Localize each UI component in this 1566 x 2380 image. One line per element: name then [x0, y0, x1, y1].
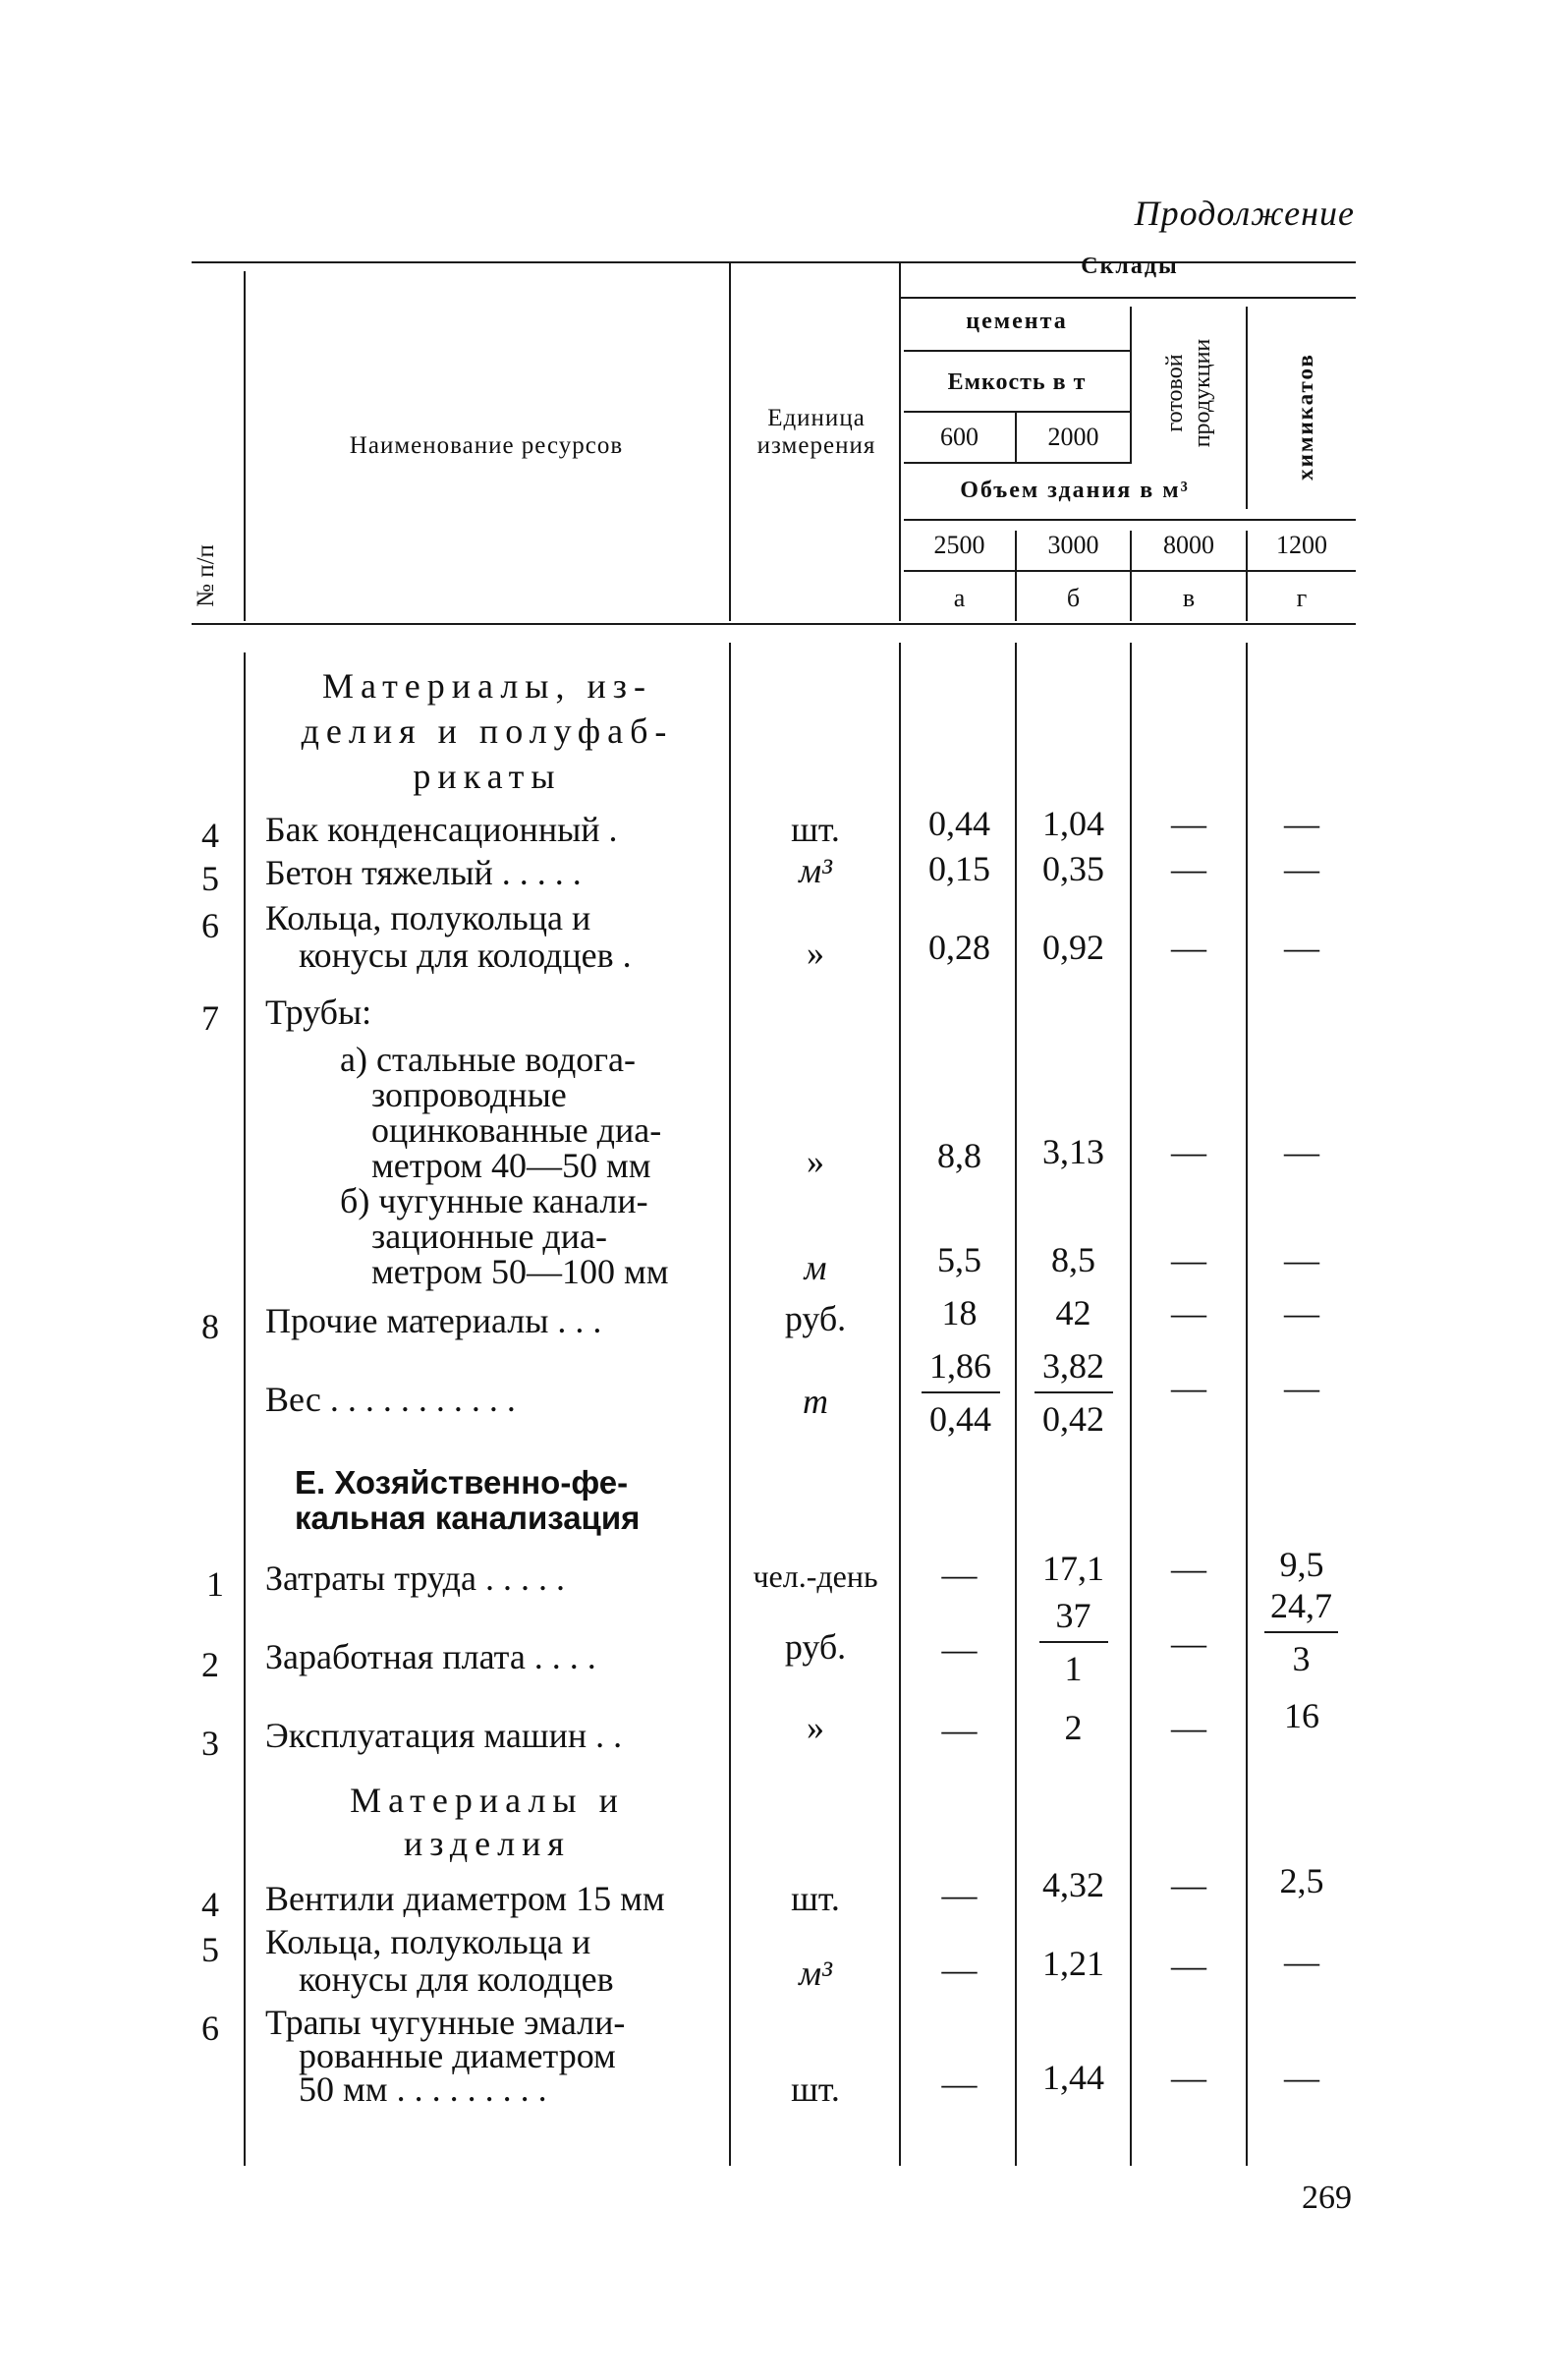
row-name: зопроводные [371, 1075, 567, 1114]
value-c: — [1171, 1623, 1206, 1663]
fraction-d [1250, 1586, 1353, 1678]
row-unit: м³ [799, 1954, 832, 1993]
warehouses-header: Склады [1081, 254, 1179, 279]
value-a: — [941, 1555, 978, 1594]
fraction-top: 3,82 [1042, 1346, 1104, 1386]
row-unit: м [804, 1248, 827, 1287]
column-letter-a: а [953, 584, 966, 612]
row-unit: м³ [799, 851, 832, 890]
fraction-bottom: 3 [1292, 1639, 1311, 1678]
value-a: 18 [941, 1293, 978, 1332]
value-a: — [941, 1950, 978, 1989]
row-name: 50 мм . . . . . . . . . [299, 2069, 547, 2109]
row-number: 6 [201, 906, 219, 945]
capacity-600: 600 [940, 423, 979, 451]
fraction-bottom: 0,44 [929, 1399, 991, 1439]
value-a: — [941, 1629, 978, 1669]
value-d: 2,5 [1279, 1861, 1324, 1900]
row-name: конусы для колодцев [299, 1959, 614, 1999]
row-name: Эксплуатация машин . . [265, 1716, 623, 1755]
row-unit: чел.-день [753, 1558, 878, 1594]
volume-c: 8000 [1163, 531, 1214, 559]
fraction-a [909, 1346, 1012, 1439]
row-number: 3 [201, 1724, 219, 1763]
value-d: — [1284, 1368, 1319, 1407]
value-d: — [1284, 1240, 1319, 1279]
value-c: — [1171, 849, 1206, 888]
col-header-number: № п/п [193, 544, 219, 607]
row-number: 1 [206, 1564, 224, 1604]
fraction-bottom: 0,42 [1042, 1399, 1104, 1439]
section-title-line: рикаты [413, 757, 562, 796]
row-name: Вес . . . . . . . . . . . [265, 1380, 516, 1419]
value-b: 1,21 [1042, 1944, 1104, 1983]
row-number: 6 [201, 2009, 219, 2048]
capacity-header: Емкость в т [947, 369, 1087, 395]
value-d: — [1284, 804, 1319, 843]
value-c: — [1171, 1132, 1206, 1171]
row-name: Затраты труда . . . . . [265, 1558, 565, 1598]
value-a: 0,44 [928, 804, 990, 843]
continuation-label: Продолжение [1134, 194, 1355, 233]
row-name: Прочие материалы . . . [265, 1301, 602, 1340]
row-name: Бетон тяжелый . . . . . [265, 853, 582, 892]
value-d: — [1284, 1293, 1319, 1332]
row-name: зационные диа- [371, 1217, 607, 1256]
finished-products-header: готовой продукции [1162, 338, 1215, 448]
row-unit: шт. [791, 2069, 840, 2109]
chemicals-header: химикатов [1293, 353, 1317, 481]
row-number: 7 [201, 998, 219, 1038]
value-b: 3,13 [1042, 1132, 1104, 1171]
value-d: — [1284, 2058, 1319, 2097]
column-letter-d: г [1296, 584, 1308, 612]
fraction-bar [1039, 1641, 1108, 1643]
value-c: — [1171, 1240, 1206, 1279]
value-c: — [1171, 804, 1206, 843]
row-name: Бак конденсационный . [265, 810, 618, 849]
value-a: 0,28 [928, 928, 990, 967]
row-name: метром 50—100 мм [371, 1252, 669, 1291]
column-letter-b: б [1066, 584, 1081, 612]
row-unit: руб. [784, 1627, 847, 1667]
row-unit: » [807, 1142, 824, 1181]
value-c: — [1171, 928, 1206, 967]
value-c: — [1171, 1368, 1206, 1407]
row-name: б) чугунные канали- [340, 1181, 648, 1220]
value-a: 0,15 [928, 849, 990, 888]
section-title-line: Материалы, из- [322, 666, 652, 706]
row-number: 5 [201, 859, 219, 898]
row-name: конусы для колодцев . [299, 935, 632, 975]
row-unit: шт. [791, 1879, 840, 1918]
value-c: — [1171, 2058, 1206, 2097]
value-a: — [941, 1710, 978, 1749]
row-name: Трубы: [265, 992, 372, 1032]
value-c: — [1171, 1549, 1206, 1588]
row-unit: руб. [784, 1299, 847, 1338]
row-unit: шт. [791, 810, 840, 849]
value-b: 17,1 [1042, 1549, 1104, 1588]
value-d: — [1284, 1942, 1319, 1981]
row-unit: » [807, 934, 824, 973]
row-name: метром 40—50 мм [371, 1146, 651, 1185]
volume-header: Объем здания в м³ [960, 478, 1190, 503]
fraction-bottom: 1 [1064, 1649, 1083, 1688]
value-a: 5,5 [937, 1240, 981, 1279]
fraction-bar [1264, 1631, 1338, 1633]
value-b: 1,04 [1042, 804, 1104, 843]
row-name: рованные диаметром [299, 2036, 616, 2075]
fraction-top: 24,7 [1270, 1586, 1332, 1625]
value-b: 0,92 [1042, 928, 1104, 967]
page-number: 269 [1302, 2180, 1352, 2216]
section-title-line: делия и полуфаб- [301, 711, 674, 751]
row-name: Трапы чугунные эмали- [265, 2003, 626, 2042]
col-header-unit-line2: измерения [756, 432, 876, 459]
value-b: 1,44 [1042, 2058, 1104, 2097]
section-title-line: Материалы и [350, 1781, 625, 1820]
fraction-top: 1,86 [929, 1346, 991, 1386]
value-c: — [1171, 1946, 1206, 1985]
value-a: — [941, 1875, 978, 1914]
row-number: 8 [201, 1307, 219, 1346]
row-name: оцинкованные диа- [371, 1110, 662, 1150]
row-name: Кольца, полукольца и [265, 898, 591, 937]
row-number: 4 [201, 816, 219, 855]
row-unit: » [807, 1708, 824, 1747]
value-b: 8,5 [1051, 1240, 1095, 1279]
cement-header: цемента [966, 309, 1068, 334]
volume-a: 2500 [933, 531, 985, 559]
fraction-b [1022, 1596, 1125, 1688]
column-letter-c: в [1182, 584, 1196, 612]
capacity-2000: 2000 [1047, 423, 1099, 451]
value-c: — [1171, 1293, 1206, 1332]
value-d: 9,5 [1279, 1545, 1324, 1584]
value-b: 4,32 [1042, 1865, 1104, 1904]
value-d: — [1284, 1132, 1319, 1171]
row-name: а) стальные водога- [340, 1040, 636, 1079]
row-unit: т [803, 1382, 828, 1421]
value-a: 8,8 [937, 1136, 981, 1175]
row-number: 5 [201, 1930, 219, 1969]
value-b: 0,35 [1042, 849, 1104, 888]
value-d: — [1284, 849, 1319, 888]
section-title-line: кальная канализация [295, 1500, 641, 1536]
row-number: 4 [201, 1885, 219, 1924]
row-name: Заработная плата . . . . [265, 1637, 596, 1676]
value-b: 42 [1055, 1293, 1091, 1332]
row-name: Кольца, полукольца и [265, 1922, 591, 1961]
value-d: — [1284, 928, 1319, 967]
section-title-line: изделия [404, 1824, 571, 1863]
row-number: 2 [201, 1645, 219, 1684]
section-title-line: Е. Хозяйственно-фе- [295, 1464, 629, 1501]
col-header-unit [732, 405, 901, 460]
col-header-unit-line1: Единица [767, 405, 866, 431]
volume-b: 3000 [1047, 531, 1099, 559]
value-c: — [1171, 1865, 1206, 1904]
col-header-name: Наименование ресурсов [349, 432, 624, 459]
value-d: 16 [1284, 1696, 1319, 1735]
fraction-bar [922, 1391, 1000, 1393]
fraction-b [1022, 1346, 1125, 1439]
value-b: 2 [1064, 1708, 1083, 1747]
fraction-top: 37 [1055, 1596, 1091, 1635]
value-c: — [1171, 1708, 1206, 1747]
volume-d: 1200 [1276, 531, 1327, 559]
value-a: — [941, 2064, 978, 2103]
fraction-bar [1035, 1391, 1113, 1393]
row-name: Вентили диаметром 15 мм [265, 1879, 665, 1918]
